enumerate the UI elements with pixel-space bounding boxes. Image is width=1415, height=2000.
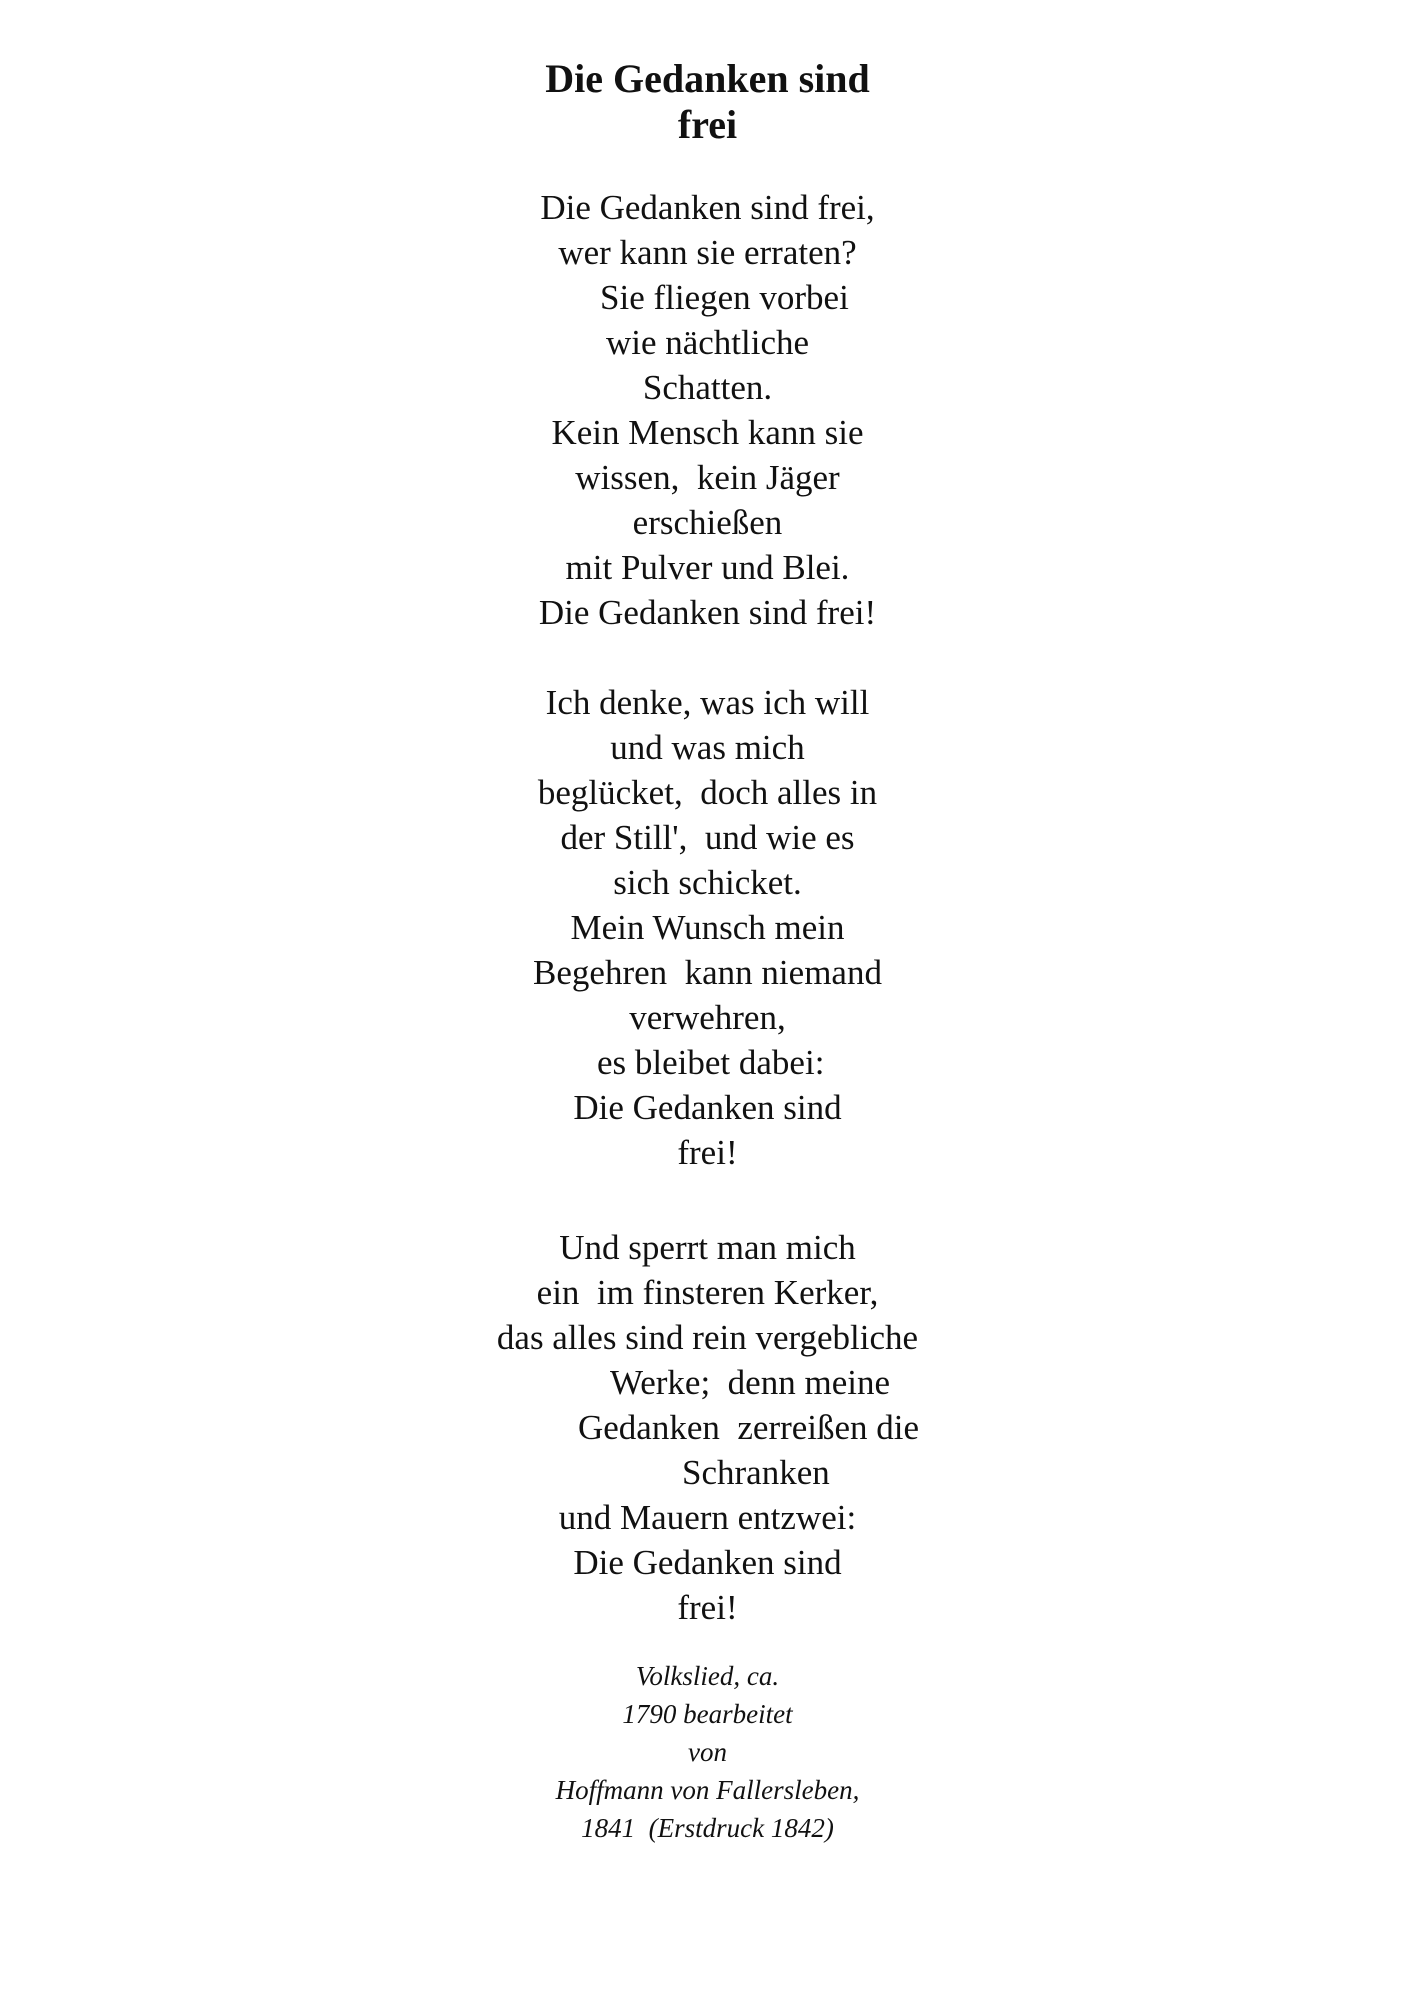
verse-line: sich schicket. xyxy=(613,863,802,902)
verse-line: Kein Mensch kann sie xyxy=(551,413,864,452)
verse-line: und was mich xyxy=(610,728,805,767)
verse-line: Begehren kann niemand xyxy=(533,953,882,992)
verse-line: es bleibet dabei: xyxy=(597,1043,825,1082)
attribution-line: von xyxy=(688,1737,727,1767)
attribution-line: 1841 (Erstdruck 1842) xyxy=(581,1813,834,1843)
verse-line: das alles sind rein vergebliche xyxy=(496,1318,919,1357)
verse-line: Ich denke, was ich will xyxy=(545,683,870,722)
verse-line: Werke; denn meine xyxy=(610,1363,890,1402)
poem-title-line-2: frei xyxy=(677,102,738,147)
attribution-line: 1790 bearbeitet xyxy=(622,1699,793,1729)
verse-line: wissen, kein Jäger xyxy=(575,458,840,497)
verse-line: ein im finsteren Kerker, xyxy=(536,1273,879,1312)
verse-line: Sie fliegen vorbei xyxy=(600,278,849,317)
verse-line: der Still', und wie es xyxy=(560,818,855,857)
verse-line: frei! xyxy=(677,1588,738,1627)
verse-line: und Mauern entzwei: xyxy=(558,1498,857,1537)
attribution-line: Volkslied, ca. xyxy=(635,1661,780,1691)
verse-line: Die Gedanken sind frei! xyxy=(538,593,877,632)
verse-line: mit Pulver und Blei. xyxy=(565,548,850,587)
verse-line: wer kann sie erraten? xyxy=(558,233,857,272)
verse-line: erschießen xyxy=(632,503,783,542)
verse-line: Schranken xyxy=(682,1453,830,1492)
verse-line: frei! xyxy=(677,1133,738,1172)
verse-line: Mein Wunsch mein xyxy=(570,908,845,947)
verse-line: Die Gedanken sind xyxy=(573,1543,842,1582)
verse-line: Schatten. xyxy=(642,368,773,407)
verse-line: wie nächtliche xyxy=(605,323,810,362)
verse-line: Gedanken zerreißen die xyxy=(578,1408,920,1447)
verse-line: beglücket, doch alles in xyxy=(537,773,878,812)
attribution-line: Hoffmann von Fallersleben, xyxy=(555,1775,860,1805)
verse-line: Und sperrt man mich xyxy=(559,1228,856,1267)
poem-title-line-1: Die Gedanken sind xyxy=(545,56,870,101)
verse-line: verwehren, xyxy=(629,998,786,1037)
verse-line: Die Gedanken sind xyxy=(573,1088,842,1127)
verse-line: Die Gedanken sind frei, xyxy=(540,188,875,227)
